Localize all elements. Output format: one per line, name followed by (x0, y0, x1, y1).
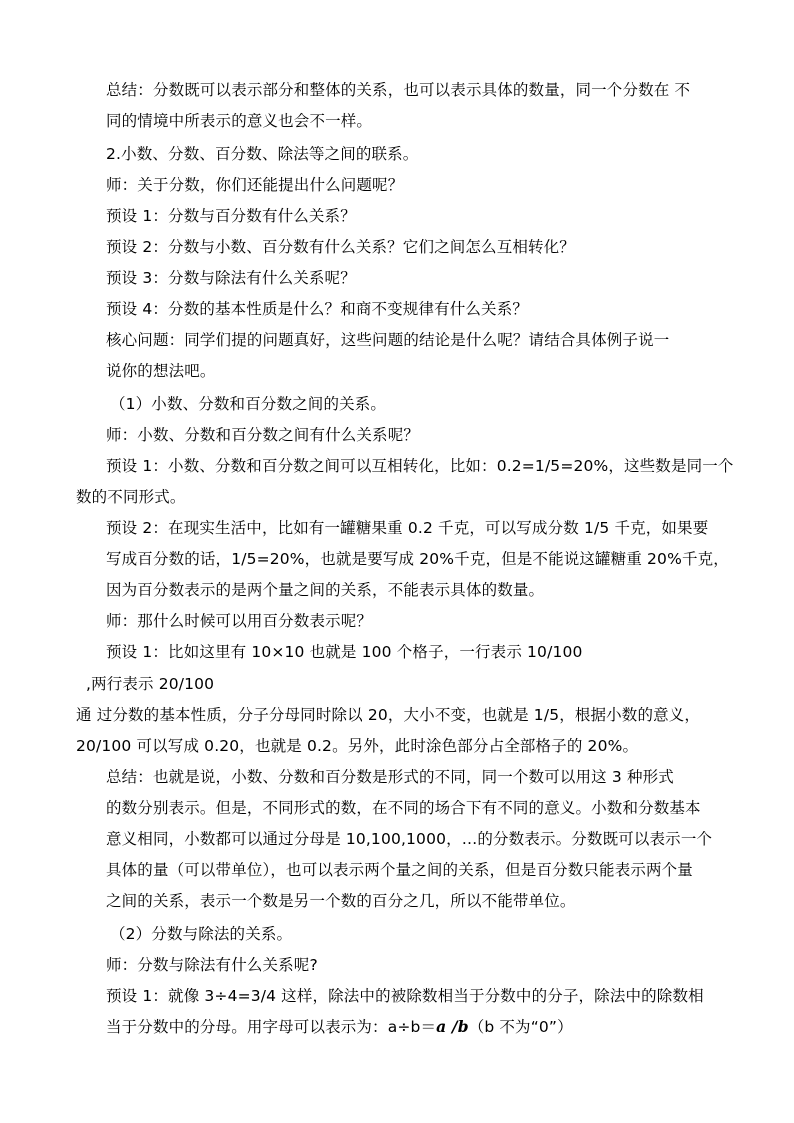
formula-suffix: （b 不为“0”） (468, 1018, 573, 1036)
text-line: 师：关于分数，你们还能提出什么问题呢？ (106, 176, 404, 194)
text-line: 总结：也就是说，小数、分数和百分数是形式的不同，同一个数可以用这 3 种形式 (106, 768, 674, 786)
text-line: 20/100 可以写成 0.20，也就是 0.2。另外，此时涂色部分占全部格子的 20%。 (76, 737, 639, 755)
text-line: 同的情境中所表示的意义也会不一样。 (106, 112, 373, 130)
text-line: 通 过分数的基本性质，分子分母同时除以 20，大小不变，也就是 1/5，根据小数的意义， (76, 706, 701, 724)
section-heading: 2.小数、分数、百分数、除法等之间的联系。 (106, 145, 419, 163)
text-line: 说你的想法吧。 (106, 362, 216, 380)
text-line: 预设 3：分数与除法有什么关系呢？ (106, 269, 356, 287)
text-line: 预设 1：分数与百分数有什么关系？ (106, 207, 356, 225)
text-line: 因为百分数表示的是两个量之间的关系，不能表示具体的数量。 (106, 581, 545, 599)
text-line: 预设 4：分数的基本性质是什么？和商不变规律有什么关系？ (106, 300, 528, 318)
text-line: 意义相同，小数都可以通过分母是 10,100,1000，…的分数表示。分数既可以表示一个 (106, 830, 713, 848)
text-line: 预设 1：比如这里有 10×10 也就是 100 个格子，一行表示 10/100 (106, 643, 583, 661)
formula-a-over-b: a /b (436, 1017, 469, 1036)
subsection-heading: （2）分数与除法的关系。 (110, 925, 293, 943)
text-line: 预设 1：就像 3÷4=3/4 这样，除法中的被除数相当于分数中的分子，除法中的除数相 (106, 987, 704, 1005)
text-line: 的数分别表示。但是，不同形式的数，在不同的场合下有不同的意义。小数和分数基本 (106, 799, 701, 817)
subsection-heading: （1）小数、分数和百分数之间的关系。 (110, 395, 387, 413)
text-line: 预设 2：在现实生活中，比如有一罐糖果重 0.2 千克，可以写成分数 1/5 千克，如果要 (106, 519, 709, 537)
formula-prefix: 当于分数中的分母。用字母可以表示为：a÷b＝ (106, 1018, 437, 1036)
text-line: 写成百分数的话，1/5=20%，也就是要写成 20%千克，但是不能说这罐糖重 20%千克， (106, 550, 729, 568)
text-line: 具体的量（可以带单位），也可以表示两个量之间的关系，但是百分数只能表示两个量 (106, 861, 693, 879)
text-line: 核心问题：同学们提的问题真好，这些问题的结论是什么呢？请结合具体例子说一 (106, 331, 670, 349)
text-line: 师：分数与除法有什么关系呢? (106, 956, 318, 974)
text-line: 之间的关系，表示一个数是另一个数的百分之几，所以不能带单位。 (106, 892, 576, 910)
text-line: 预设 2：分数与小数、百分数有什么关系？它们之间怎么互相转化？ (106, 238, 575, 256)
text-line: 师：小数、分数和百分数之间有什么关系呢？ (106, 426, 420, 444)
text-line-formula (106, 1017, 573, 1037)
text-line: 数的不同形式。 (76, 488, 186, 506)
text-line: 预设 1：小数、分数和百分数之间可以互相转化，比如：0.2=1/5=20%，这些数是同一个 (106, 457, 734, 475)
text-line: 总结：分数既可以表示部分和整体的关系，也可以表示具体的数量，同一个分数在 不 (106, 81, 691, 99)
text-line: 师：那什么时候可以用百分数表示呢？ (106, 612, 373, 630)
text-line: ,两行表示 20/100 (86, 675, 215, 693)
